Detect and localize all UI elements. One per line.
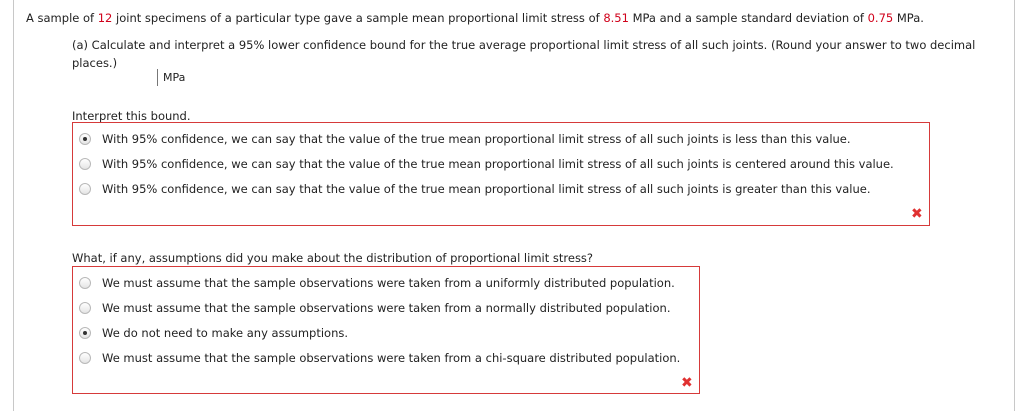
radio-button[interactable] [79, 277, 91, 289]
radio-button[interactable] [79, 158, 91, 170]
radio-button[interactable] [79, 302, 91, 314]
assumption-option[interactable] [79, 325, 348, 341]
assumption-option[interactable] [79, 300, 670, 316]
option-text: With 95% confidence, we can say that the value of the true mean proportional limit stress of all such joints is greater than this value. [102, 182, 871, 196]
part-a-prompt: (a) Calculate and interpret a 95% lower confidence bound for the true average proportional limit stress of all such joints. (Round your answer to two decimal places.) [72, 38, 976, 70]
radio-button[interactable] [79, 327, 91, 339]
interpret-question-label: Interpret this bound. [72, 109, 191, 123]
option-text: We must assume that the sample observations were taken from a chi-square distributed population. [102, 351, 681, 365]
interpret-options-box [72, 122, 930, 226]
radio-button[interactable] [79, 133, 91, 145]
interpret-option[interactable] [79, 156, 894, 172]
option-text: With 95% confidence, we can say that the value of the true mean proportional limit stress of all such joints is less than this value. [102, 132, 851, 146]
stem-text: MPa. [893, 11, 924, 25]
assumption-option[interactable] [79, 350, 680, 366]
assumption-option[interactable] [79, 275, 675, 291]
sample-mean-value: 8.51 [603, 11, 629, 25]
x-icon: ✖ [911, 206, 923, 222]
radio-button[interactable] [79, 352, 91, 364]
interpret-option[interactable] [79, 131, 851, 147]
sample-sd-value: 0.75 [867, 11, 894, 25]
question-stem [26, 11, 924, 25]
option-text: We must assume that the sample observations were taken from a normally distributed population. [102, 301, 671, 315]
stem-text: A sample of [26, 11, 98, 25]
x-icon: ✖ [681, 375, 693, 391]
sample-size-value: 12 [97, 11, 113, 25]
assumption-question-label: What, if any, assumptions did you make about the distribution of proportional limit stress? [72, 251, 594, 265]
option-text: We do not need to make any assumptions. [102, 326, 349, 340]
answer-field[interactable] [157, 69, 185, 86]
stem-text: MPa and a sample standard deviation of [628, 11, 868, 25]
stem-text: joint specimens of a particular type gave a sample mean proportional limit stress of [112, 11, 604, 25]
answer-unit: MPa [163, 71, 186, 84]
radio-button[interactable] [79, 183, 91, 195]
option-text: With 95% confidence, we can say that the value of the true mean proportional limit stress of all such joints is centered around this value. [102, 157, 894, 171]
assumption-options-box [72, 266, 700, 394]
interpret-option[interactable] [79, 181, 871, 197]
option-text: We must assume that the sample observations were taken from a uniformly distributed population. [102, 276, 675, 290]
